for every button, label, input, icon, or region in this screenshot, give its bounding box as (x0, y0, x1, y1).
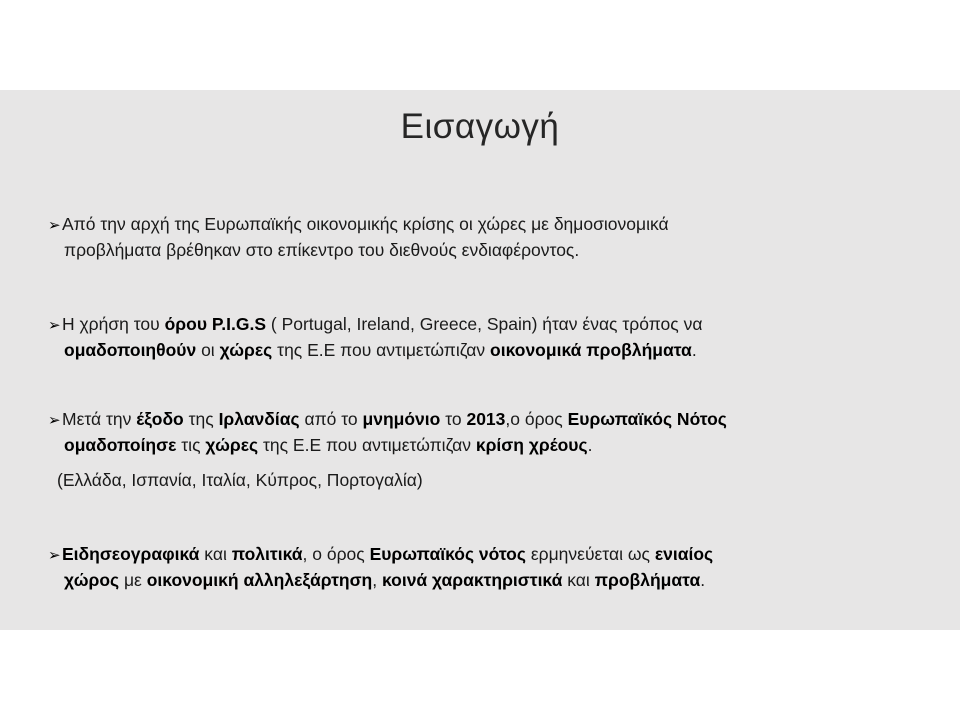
bullet-2-line-2 (48, 338, 928, 363)
bullet-text: της Ε.Ε που αντιμετώπιζαν (272, 340, 491, 360)
bullet-text-bold: χώρες (205, 435, 259, 455)
bullet-text: τις (176, 435, 206, 455)
bullet-text-bold: χώρος (64, 570, 120, 590)
bullet-text: . (700, 570, 706, 590)
arrow-bullet-icon: ➢ (48, 317, 61, 334)
bullet-text: από το (299, 409, 363, 429)
bullet-text: και (562, 570, 595, 590)
bullet-text: με (119, 570, 147, 590)
bullet-text: . (691, 340, 697, 360)
bullet-text: της Ε.Ε που αντιμετώπιζαν (258, 435, 476, 455)
bullet-text: και (199, 544, 232, 564)
bullet-text-bold: κρίση χρέους (475, 435, 588, 455)
bullet-text: ,ο όρος (505, 409, 568, 429)
bullet-text-bold: μνημόνιο (362, 409, 441, 429)
bullet-text: . (587, 435, 593, 455)
bullet-text: ερμηνεύεται ως (525, 544, 655, 564)
arrow-bullet-icon: ➢ (48, 217, 61, 234)
bullet-text-bold: κοινά χαρακτηριστικά (381, 570, 563, 590)
bullet-text-bold: 2013 (466, 409, 506, 429)
bullet-text-bold: Ειδησεογραφικά (62, 544, 200, 564)
bullet-3-line-1 (48, 407, 928, 433)
bullet-4 (48, 542, 928, 593)
bullet-text-bold: οικονομικά προβλήματα (490, 340, 692, 360)
bullet-4-line-1 (48, 542, 928, 568)
bullet-text-bold: Ευρωπαϊκός Νότος (567, 409, 727, 429)
bullet-text-bold: Ιρλανδίας (218, 409, 300, 429)
bullet-text-bold: ενιαίος (654, 544, 714, 564)
country-list: (Ελλάδα, Ισπανία, Ιταλία, Κύπρος, Πορτογαλία) (57, 470, 423, 490)
bullet-text: , (372, 570, 382, 590)
bullet-text: το (440, 409, 467, 429)
bullet-text-bold: Ευρωπαϊκός νότος (369, 544, 526, 564)
bullet-4-line-2 (48, 568, 928, 593)
bullet-text-bold: πολιτικά (231, 544, 303, 564)
bullet-text: Η χρήση του (62, 314, 165, 334)
bullet-text-bold: όρου P.I.G.S (164, 314, 267, 334)
arrow-bullet-icon: ➢ (48, 547, 61, 564)
bullet-text-bold: χώρες (219, 340, 273, 360)
bullet-text: οι (196, 340, 220, 360)
bullet-text: , ο όρος (302, 544, 370, 564)
bullet-text-bold: προβλήματα (594, 570, 701, 590)
bullet-3 (48, 407, 928, 458)
bullet-text-bold: οικονομική αλληλεξάρτηση (146, 570, 373, 590)
bullet-text: Από την αρχή της Ευρωπαϊκής οικονομικής κρίσης οι χώρες με δημοσιονομικά (62, 214, 669, 234)
bullet-3-line-2 (48, 433, 928, 458)
bullet-2 (48, 312, 928, 363)
bullet-1-line-1 (48, 212, 928, 238)
bullet-text-bold: ομαδοποιηθούν (64, 340, 197, 360)
bullet-text-bold: έξοδο (136, 409, 184, 429)
bullet-text: προβλήματα βρέθηκαν στο επίκεντρο του διεθνούς ενδιαφέροντος. (64, 240, 580, 260)
bullet-text: Μετά την (62, 409, 137, 429)
bullet-text-bold: ομαδοποίησε (64, 435, 177, 455)
arrow-bullet-icon: ➢ (48, 412, 61, 429)
slide-title: Εισαγωγή (400, 107, 560, 146)
bullet-text: ( Portugal, Ireland, Greece, Spain) ήταν ένας τρόπος να (266, 314, 703, 334)
bullet-1-line-2 (48, 238, 928, 263)
bullet-text: της (183, 409, 219, 429)
bullet-1 (48, 212, 928, 263)
bullet-2-line-1 (48, 312, 928, 338)
